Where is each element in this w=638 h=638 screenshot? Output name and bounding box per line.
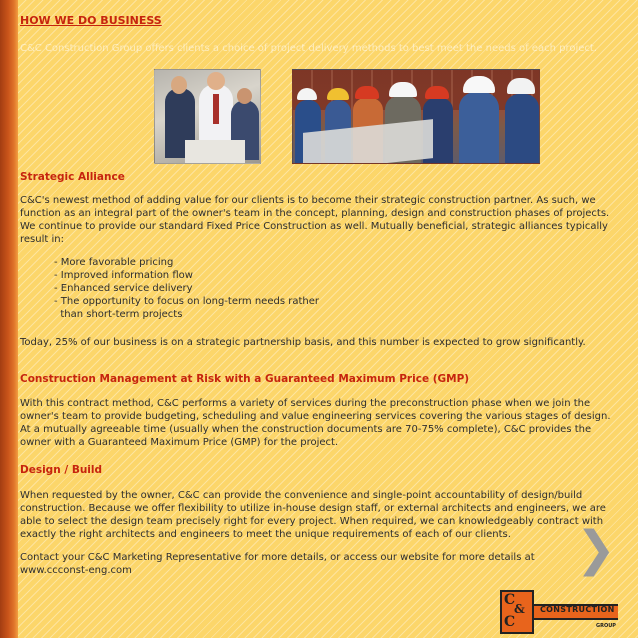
intro-faint-text: C&C Construction Group offers clients a choice of project delivery methods to best meet the needs of each project. (20, 43, 597, 54)
alliance-benefits-list (54, 256, 319, 321)
list-item: - Enhanced service delivery (54, 283, 193, 294)
strategic-alliance-closing: Today, 25% of our business is on a strategic partnership basis, and this number is expected to grow significantly. (20, 337, 586, 348)
strategic-alliance-intro: C&C's newest method of adding value for our clients is to become their strategic construction partner. As such, we function as an integral part of the owner's team in the concept, planning, design and construction phases of projects. We continue to provide our standard Fixed Price Construction as well. Mutually beneficial, strategic alliances typically result in: (20, 195, 610, 245)
page-content (20, 0, 630, 638)
contact-text: Contact your C&C Marketing Representative for more details, or access our website for more details at www.ccconst-eng.com (20, 552, 535, 576)
design-build-heading: Design / Build (20, 464, 103, 476)
next-page-chevron-icon[interactable]: ❯ (575, 521, 616, 577)
design-build-body: When requested by the owner, C&C can provide the convenience and single-point accountability of design/build construction. Because we offer flexibility to utilize in-house design staff, or external architects and engineers, we are able to select the design team precisely right for every project. When required, we can knowledgeably contract with exactly the right architects and engineers to meet the unique requirements of each of our clients. (20, 490, 606, 540)
page-heading: HOW WE DO BUSINESS (20, 14, 162, 27)
construction-team-photo (292, 69, 540, 164)
list-item: - More favorable pricing (54, 257, 174, 268)
office-meeting-photo (154, 69, 261, 164)
company-logo: C & C CONSTRUCTION GROUP (500, 590, 620, 634)
left-edge-strip (0, 0, 18, 638)
cm-at-risk-heading: Construction Management at Risk with a Guaranteed Maximum Price (GMP) (20, 373, 470, 385)
list-item: than short-term projects (54, 309, 183, 320)
list-item: - The opportunity to focus on long-term needs rather (54, 296, 319, 307)
cm-at-risk-body: With this contract method, C&C performs a variety of services during the preconstruction phase when we join the owner's team to provide budgeting, scheduling and value engineering services covering the various stages of design. At a mutually agreeable time (usually when the construction documents are 70-75% complete), C&C provides the owner with a Guaranteed Maximum Price (GMP) for the project. (20, 398, 611, 448)
list-item: - Improved information flow (54, 270, 193, 281)
strategic-alliance-heading: Strategic Alliance (20, 171, 125, 183)
